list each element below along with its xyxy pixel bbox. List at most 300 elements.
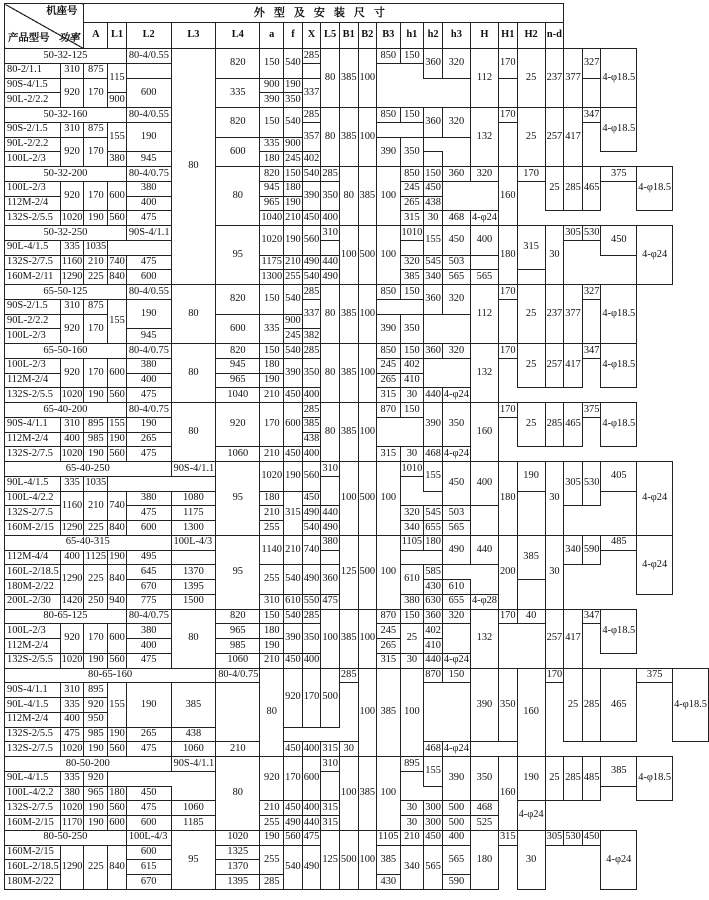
column-header-n-d: n-d <box>545 23 564 49</box>
dimension-cell: 400 <box>126 373 171 388</box>
dimension-cell: 468 <box>424 742 443 757</box>
dimension-cell: 180 <box>260 358 284 373</box>
dimension-cell: 600 <box>216 314 260 344</box>
dimension-cell: 4-φ18.5 <box>601 49 637 108</box>
dimension-cell: 965 <box>216 373 260 388</box>
dimension-cell: 190 <box>260 639 284 654</box>
dimension-cell: 320 <box>442 344 470 359</box>
dimension-cell: 1290 <box>60 845 84 889</box>
dimension-cell: 600 <box>108 624 127 654</box>
dimension-cell: 1080 <box>171 491 216 506</box>
dimension-cell: 840 <box>108 565 127 595</box>
dimension-cell: 985 <box>84 727 108 742</box>
dimension-cell: 820 <box>216 49 260 79</box>
motor-power-cell: 180M-2/22 <box>5 875 61 890</box>
dimension-cell: 190 <box>284 462 303 492</box>
dimension-cell: 402 <box>424 624 443 639</box>
dimension-cell: 170 <box>498 285 517 300</box>
dimension-cell: 870 <box>377 403 400 418</box>
dimension-cell: 410 <box>424 639 443 654</box>
motor-power-cell: 132S-2/7.5 <box>5 742 61 757</box>
dimension-cell: 385 <box>377 668 400 757</box>
dimension-cell: 310 <box>60 417 84 432</box>
dimension-cell: 170 <box>84 78 108 108</box>
dimension-cell: 1020 <box>60 388 84 403</box>
dimension-cell: 503 <box>442 255 470 270</box>
dimension-cell: 95 <box>216 535 260 609</box>
dimension-cell: 1020 <box>60 211 84 226</box>
dimension-cell: 895 <box>84 683 108 698</box>
dimension-cell: 170 <box>284 757 303 801</box>
dimension-cell: 390 <box>470 668 498 742</box>
dimension-cell: 150 <box>260 285 284 315</box>
dimension-cell: 320 <box>442 285 470 315</box>
dimension-cell: 600 <box>216 137 260 167</box>
dimension-cell: 347 <box>582 609 601 624</box>
product-model-cell: 65-50-160 <box>5 344 127 359</box>
dimension-cell: 380 <box>60 786 84 801</box>
motor-power-cell: 112M-2/4 <box>5 712 61 727</box>
dimension-cell: 320 <box>400 255 424 270</box>
dimension-cell: 210 <box>284 211 303 226</box>
dimension-cell: 80 <box>171 609 216 668</box>
dimension-cell: 1395 <box>171 580 216 595</box>
dimension-cell: 1010 <box>400 226 424 241</box>
motor-power-cell: 90L-4/1.5 <box>5 698 61 713</box>
dimension-cell: 590 <box>442 875 470 890</box>
motor-power-cell: 132S-2/7.5 <box>5 447 61 462</box>
dimension-cell: 190 <box>84 653 108 668</box>
motor-power-cell: 80-4/0.55 <box>126 108 171 123</box>
dimension-cell: 315 <box>321 816 340 831</box>
dimension-cell: 545 <box>424 255 443 270</box>
motor-power-cell: 132S-2/7.5 <box>5 506 61 521</box>
column-header-h3: h3 <box>442 23 470 49</box>
dimension-cell: 335 <box>60 476 84 491</box>
table-row <box>5 757 709 772</box>
dimension-cell: 465 <box>564 403 583 447</box>
dimension-cell: 150 <box>400 49 424 64</box>
dimension-cell: 80 <box>321 49 340 108</box>
dimension-cell: 315 <box>400 211 424 226</box>
dimension-cell: 440 <box>321 506 340 521</box>
dimension-cell: 390 <box>284 358 303 388</box>
dimension-cell: 1105 <box>377 830 400 845</box>
dimension-cell: 475 <box>126 653 171 668</box>
dimension-cell: 920 <box>284 668 303 727</box>
dimension-cell: 430 <box>424 580 443 595</box>
dimension-cell: 540 <box>284 49 303 79</box>
dimension-cell: 490 <box>321 270 340 285</box>
dimension-cell: 540 <box>302 521 321 536</box>
dimension-cell: 560 <box>302 462 321 492</box>
column-header-b1: B1 <box>339 23 358 49</box>
dimension-cell: 115 <box>108 63 127 93</box>
dimension-cell: 190 <box>84 447 108 462</box>
table-row <box>5 167 709 182</box>
dimension-cell: 4-φ24 <box>517 801 545 831</box>
dimension-cell: 100 <box>339 462 358 536</box>
dimension-cell: 170 <box>545 668 564 683</box>
dimension-cell: 440 <box>321 255 340 270</box>
product-model-cell: 65-40-200 <box>5 403 127 418</box>
dimension-cell: 4-φ24 <box>637 535 673 594</box>
motor-power-cell: 100L-2/3 <box>5 329 61 344</box>
dimension-cell: 285 <box>545 403 564 447</box>
dimension-cell: 610 <box>284 594 303 609</box>
dimension-cell: 590 <box>582 535 601 565</box>
dimension-cell: 285 <box>339 668 358 683</box>
dimension-cell: 95 <box>171 830 216 889</box>
power-label: 功率 <box>58 32 80 44</box>
dimension-cell: 80 <box>171 49 216 285</box>
dimension-cell: 400 <box>60 550 84 565</box>
dimension-cell: 80 <box>260 668 284 757</box>
motor-power-cell: 132S-2/5.5 <box>5 727 61 742</box>
motor-power-cell: 90L-2/2.2 <box>5 314 61 329</box>
dimension-cell: 190 <box>284 226 303 256</box>
dimension-cell: 237 <box>545 49 564 108</box>
dimension-cell: 4-φ24 <box>601 830 637 889</box>
product-model-cell: 65-40-315 <box>5 535 172 550</box>
motor-power-cell: 90S-4/1.5 <box>5 78 61 93</box>
dimension-cell: 390 <box>442 757 470 801</box>
dimension-cell: 385 <box>339 609 358 668</box>
column-header-h2: H2 <box>517 23 545 49</box>
dimension-cell: 80 <box>321 403 340 462</box>
dimension-cell: 320 <box>442 108 470 138</box>
dimension-cell: 600 <box>284 403 303 447</box>
dimension-cell: 347 <box>582 344 601 359</box>
dimension-cell: 265 <box>377 373 400 388</box>
motor-power-cell: 90S-4/1.1 <box>171 757 216 772</box>
dimension-cell: 380 <box>108 152 127 167</box>
dimension-cell: 190 <box>84 816 108 831</box>
dimension-cell: 150 <box>442 668 470 683</box>
dimension-cell: 180 <box>498 226 517 285</box>
table-row <box>5 285 709 300</box>
dimension-cell: 600 <box>126 270 171 285</box>
dimension-cell: 920 <box>60 137 84 167</box>
dimension-cell: 400 <box>302 653 321 668</box>
dimension-cell: 450 <box>442 462 470 506</box>
dimension-cell: 360 <box>424 108 443 138</box>
dimension-cell: 1035 <box>84 476 108 491</box>
dimension-cell: 740 <box>108 255 127 270</box>
dimension-cell: 225 <box>84 565 108 595</box>
dimension-cell: 500 <box>358 226 377 285</box>
dimension-cell: 305 <box>564 462 583 506</box>
motor-power-cell: 90L-4/1.5 <box>5 476 61 491</box>
dimension-cell: 210 <box>284 255 303 270</box>
dimension-cell: 1105 <box>400 535 424 550</box>
dimension-cell: 390 <box>424 403 443 447</box>
dimension-cell: 190 <box>260 373 284 388</box>
dimension-cell: 170 <box>517 167 545 182</box>
dimension-cell: 210 <box>260 801 284 816</box>
dimension-cell: 585 <box>424 565 443 580</box>
dimension-cell: 360 <box>442 167 470 182</box>
dimension-cell: 430 <box>377 875 400 890</box>
dimension-cell: 1160 <box>60 255 84 270</box>
dimension-cell: 210 <box>400 830 424 845</box>
dimension-cell: 132 <box>470 108 498 167</box>
dimension-cell: 257 <box>545 609 564 668</box>
dimension-cell: 30 <box>545 462 564 536</box>
dimension-cell: 347 <box>582 108 601 123</box>
dimension-cell: 400 <box>302 388 321 403</box>
dimension-cell: 225 <box>84 845 108 889</box>
dimension-cell: 965 <box>84 786 108 801</box>
model-label: 产品型号 <box>8 32 50 44</box>
dimension-cell: 337 <box>302 78 321 108</box>
dimension-cell: 4-φ24 <box>442 742 470 757</box>
dimension-cell: 80 <box>321 108 340 167</box>
dimension-cell: 402 <box>400 358 424 373</box>
dimension-cell: 1060 <box>171 742 216 757</box>
dimension-cell: 360 <box>424 344 443 359</box>
dimension-cell: 315 <box>321 801 340 816</box>
dimension-cell: 450 <box>601 226 637 256</box>
dimension-cell: 565 <box>442 521 470 536</box>
column-header-l1: L1 <box>108 23 127 49</box>
dimension-cell: 468 <box>442 211 470 226</box>
dimension-cell: 170 <box>84 358 108 388</box>
dimension-cell: 375 <box>582 403 601 418</box>
dimension-cell: 210 <box>284 535 303 565</box>
dimension-cell <box>424 152 443 167</box>
motor-power-cell: 80-4/0.55 <box>126 285 171 300</box>
dimension-cell: 4-φ18.5 <box>601 344 637 388</box>
column-header-l3: L3 <box>171 23 216 49</box>
motor-power-cell: 90S-4/1.1 <box>171 462 216 477</box>
dimension-cell: 820 <box>260 167 284 182</box>
dimension-cell: 190 <box>108 432 127 447</box>
dimension-cell: 560 <box>284 830 303 845</box>
motor-power-cell: 112M-2/4 <box>5 196 61 211</box>
dimension-cell: 255 <box>260 816 284 831</box>
dimension-cell: 100 <box>377 535 400 609</box>
dimension-cell: 1420 <box>60 594 84 609</box>
dimension-cell: 475 <box>126 801 171 816</box>
dimension-cell: 150 <box>400 108 424 123</box>
dimension-cell: 210 <box>84 255 108 270</box>
dimension-cell: 315 <box>377 653 400 668</box>
dimension-cell: 490 <box>302 565 321 595</box>
dimension-cell: 1300 <box>260 270 284 285</box>
dimension-cell: 357 <box>302 122 321 152</box>
dimension-cell: 150 <box>260 108 284 138</box>
motor-power-cell: 100L-4/3 <box>126 830 171 845</box>
dimension-cell: 100 <box>339 226 358 285</box>
dimension-cell: 180 <box>498 462 517 536</box>
dimension-cell: 385 <box>358 757 377 831</box>
dimension-cell: 1020 <box>60 742 84 757</box>
motor-power-cell: 100L-4/2.2 <box>5 491 61 506</box>
dimension-cell: 335 <box>216 78 260 108</box>
dimension-cell: 80 <box>321 344 340 403</box>
dimension-cell: 4-φ24 <box>442 447 470 462</box>
motor-power-cell: 80-4/0.75 <box>126 344 171 359</box>
dimension-cell: 500 <box>442 816 470 831</box>
dimension-cell: 400 <box>470 226 498 256</box>
dimension-cell: 485 <box>601 535 637 550</box>
dimension-cell: 350 <box>284 93 303 108</box>
column-header-h1: H1 <box>498 23 517 49</box>
dimension-cell: 400 <box>60 712 84 727</box>
dimension-cell: 540 <box>284 344 303 359</box>
product-model-cell: 80-65-160 <box>5 668 216 683</box>
dimension-cell: 670 <box>126 875 171 890</box>
dimension-cell: 237 <box>545 285 564 344</box>
dimension-cell: 350 <box>321 181 340 211</box>
dimension-cell: 25 <box>517 344 545 388</box>
motor-power-cell: 180M-2/22 <box>5 580 61 595</box>
dimension-cell: 80 <box>339 167 358 226</box>
dimension-cell: 385 <box>400 270 424 285</box>
dimension-cell: 385 <box>377 845 400 875</box>
product-model-cell: 50-32-250 <box>5 226 127 241</box>
dimension-cell: 327 <box>582 49 601 79</box>
column-header-b3: B3 <box>377 23 400 49</box>
dimension-cell: 340 <box>400 521 424 536</box>
dimension-cell: 100 <box>358 609 377 668</box>
motor-power-cell: 90L-4/1.5 <box>5 771 61 786</box>
dimension-cell: 155 <box>108 417 127 432</box>
dimension-cell: 382 <box>302 329 321 344</box>
dimension-cell: 540 <box>284 108 303 138</box>
dimension-cell: 390 <box>284 624 303 654</box>
dimension-cell: 170 <box>498 49 517 79</box>
motor-power-cell: 160L-2/18.5 <box>5 565 61 580</box>
dimension-cell: 4-φ18.5 <box>637 757 673 801</box>
dimension-cell: 350 <box>470 757 498 801</box>
dimension-cell: 25 <box>517 108 545 167</box>
dimension-cell: 775 <box>126 594 171 609</box>
dimension-cell: 285 <box>564 757 583 801</box>
dimension-cell: 30 <box>400 388 424 403</box>
dimension-cell: 1060 <box>216 653 260 668</box>
dimension-cell: 80 <box>321 285 340 344</box>
dimension-cell: 180 <box>424 535 443 550</box>
dimension-cell: 850 <box>400 167 424 182</box>
dimension-cell: 870 <box>377 609 400 624</box>
dimension-cell: 875 <box>84 122 108 137</box>
dimension-cell: 4-φ18.5 <box>601 403 637 447</box>
motor-power-cell: 90S-2/1.5 <box>5 299 61 314</box>
table-row <box>5 344 709 359</box>
dimension-cell: 285 <box>582 668 601 742</box>
dimension-cell: 490 <box>302 506 321 521</box>
dimension-cell: 320 <box>400 506 424 521</box>
dimension-cell: 170 <box>302 668 321 727</box>
dimension-cell: 150 <box>400 285 424 300</box>
product-model-cell: 65-40-250 <box>5 462 172 477</box>
dimension-cell: 610 <box>400 565 424 595</box>
dimension-cell: 820 <box>216 108 260 138</box>
dimension-cell: 1325 <box>216 845 260 860</box>
dimension-cell: 360 <box>424 49 443 79</box>
dimension-cell: 180 <box>470 830 498 889</box>
dimension-cell: 150 <box>260 49 284 79</box>
dimension-cell: 820 <box>216 344 260 359</box>
dimension-cell: 210 <box>84 491 108 521</box>
motor-power-cell: 132S-2/5.5 <box>5 653 61 668</box>
dimension-cell: 25 <box>400 624 424 654</box>
dimension-cell: 255 <box>284 270 303 285</box>
dimension-cell: 530 <box>564 830 583 845</box>
dimension-cell: 920 <box>216 403 260 447</box>
header-row-columns <box>5 23 709 49</box>
dimension-cell: 400 <box>302 742 321 757</box>
dimension-cell: 565 <box>424 845 443 889</box>
dimension-cell: 360 <box>321 565 340 595</box>
dimension-cell: 170 <box>84 181 108 211</box>
motor-power-cell: 160L-2/18.5 <box>5 860 61 875</box>
dimension-cell: 150 <box>400 609 424 624</box>
dimension-cell: 245 <box>284 329 303 344</box>
dimension-cell: 305 <box>564 226 583 241</box>
motor-power-cell: 80-4/0.75 <box>126 609 171 624</box>
dimension-cell: 160 <box>517 668 545 757</box>
dimension-cell: 985 <box>216 639 260 654</box>
dimension-cell: 985 <box>84 432 108 447</box>
dimension-cell: 340 <box>564 535 583 565</box>
dimension-cell: 895 <box>84 417 108 432</box>
dimension-cell: 315 <box>498 830 517 845</box>
motor-power-cell: 112M-4/4 <box>5 550 61 565</box>
dimension-cell: 170 <box>84 624 108 654</box>
dimension-cell: 490 <box>302 845 321 889</box>
dimension-cell: 265 <box>400 196 424 211</box>
dimension-cell: 190 <box>126 683 171 727</box>
dimension-cell: 450 <box>302 211 321 226</box>
dimension-cell: 190 <box>108 727 127 742</box>
dimension-cell: 100 <box>377 757 400 831</box>
dimension-cell: 440 <box>470 535 498 565</box>
dimension-cell: 25 <box>545 167 564 211</box>
dimension-cell <box>108 240 171 255</box>
dimension-cell: 850 <box>377 49 400 64</box>
dimension-cell: 945 <box>260 181 284 196</box>
motor-power-cell: 80-2/1.1 <box>5 63 61 78</box>
dimension-cell: 900 <box>284 137 303 152</box>
dimension-cell: 450 <box>284 801 303 816</box>
table-row <box>5 742 709 757</box>
dimension-cell: 155 <box>424 462 443 492</box>
product-model-cell: 50-32-125 <box>5 49 127 64</box>
dimension-cell: 80 <box>216 167 260 226</box>
dimension-cell: 1300 <box>171 521 216 536</box>
dimension-cell: 820 <box>216 609 260 624</box>
dimension-cell: 305 <box>545 830 564 845</box>
dimension-cell: 1040 <box>260 211 284 226</box>
header-row-top <box>5 4 709 23</box>
dimension-cell: 210 <box>216 742 260 757</box>
dimension-cell: 150 <box>260 609 284 624</box>
dimension-cell: 112 <box>470 49 498 108</box>
dimension-cell: 255 <box>260 845 284 875</box>
dimension-cell: 335 <box>260 137 284 152</box>
dimension-cell: 180 <box>260 491 284 506</box>
dimension-cell: 417 <box>564 108 583 167</box>
dimension-cell: 190 <box>126 417 171 432</box>
dimension-cell: 655 <box>442 594 470 609</box>
dimension-cell: 245 <box>377 624 400 639</box>
column-header-h2: h2 <box>424 23 443 49</box>
dimension-cell: 565 <box>442 845 470 875</box>
dimension-cell: 180 <box>260 152 284 167</box>
